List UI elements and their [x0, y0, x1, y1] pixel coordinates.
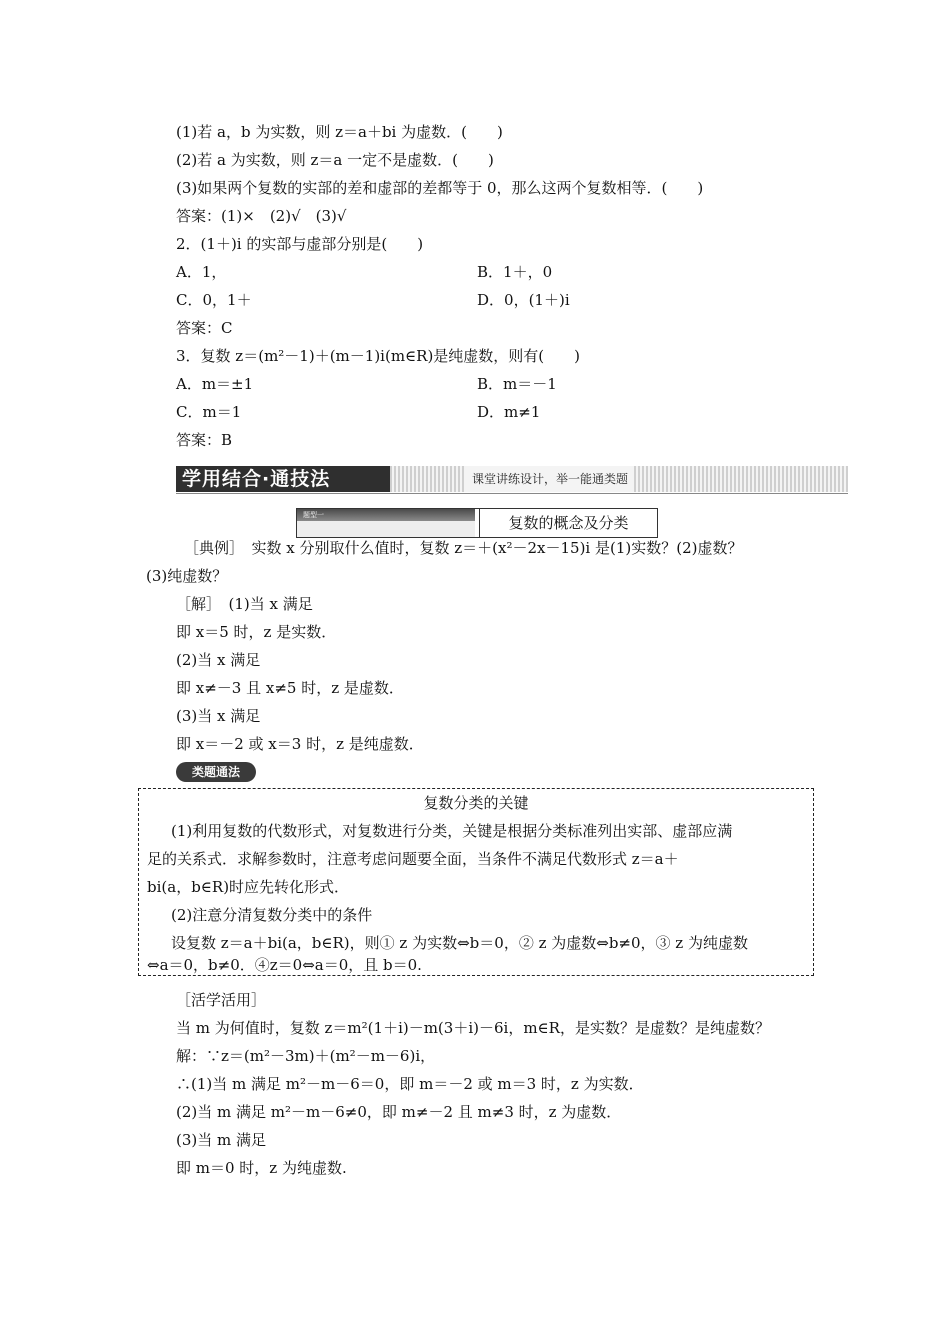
q2-option-b: B．1＋，0	[477, 263, 553, 281]
practice-heading: ［活学活用］	[176, 991, 267, 1009]
practice-line-2: 解：∵z＝(m²－3m)＋(m²－m－6)i，	[176, 1047, 436, 1065]
example-stem-line-1: ［典例］ 实数 x 分别取什么值时，复数 z＝＋(x²－2x－15)i 是(1)实数？(2)虚数？	[184, 539, 743, 557]
example-stem-line-2: (3)纯虚数？	[146, 567, 228, 585]
section-banner	[176, 464, 848, 494]
solution-line-2: 即 x＝5 时，z 是实数．	[176, 623, 337, 641]
summary-line-1: (1)利用复数的代数形式，对复数进行分类，关键是根据分类标准列出实部、虚部应满	[171, 822, 733, 840]
summary-line-5: 设复数 z＝a＋bi(a，b∈R)，则① z 为实数⇔b＝0，② z 为虚数⇔b≠0，③ z 为纯虚数	[171, 934, 748, 952]
summary-line-6: ⇔a＝0，b≠0．④z＝0⇔a＝0，且 b＝0.	[147, 956, 422, 974]
practice-line-6: 即 m＝0 时，z 为纯虚数.	[176, 1159, 347, 1177]
method-badge: 类题通法	[176, 762, 256, 782]
practice-line-5: (3)当 m 满足	[176, 1131, 267, 1149]
question-3-stem: 3．复数 z＝(m²－1)＋(m－1)i(m∈R)是纯虚数，则有( )	[176, 347, 580, 365]
summary-line-3: bi(a，b∈R)时应先转化形式．	[147, 878, 350, 896]
solution-line-6: 即 x＝－2 或 x＝3 时，z 是纯虚数．	[176, 735, 424, 753]
summary-line-4: (2)注意分清复数分类中的条件	[171, 906, 373, 924]
summary-box	[138, 788, 814, 976]
q3-option-a: A．m＝±1	[176, 375, 254, 393]
topic-tag-bar	[297, 521, 475, 537]
q2-option-d: D．0，(1＋)i	[477, 291, 570, 309]
q2-option-a: A．1，	[176, 263, 227, 281]
banner-subtitle: 课堂讲练设计，举一能通类题	[466, 466, 634, 492]
solution-line-5: (3)当 x 满足	[176, 707, 261, 725]
exercise-line-1: (1)若 a，b 为实数，则 z＝a＋bi 为虚数．( )	[176, 123, 503, 141]
topic-header	[296, 508, 658, 538]
solution-line-3: (2)当 x 满足	[176, 651, 261, 669]
summary-line-2: 足的关系式．求解参数时，注意考虑问题要全面，当条件不满足代数形式 z＝a＋	[147, 850, 679, 868]
practice-line-1: 当 m 为何值时，复数 z＝m²(1＋i)－m(3＋i)－6i，m∈R，是实数？是虚数？是纯虚数？	[176, 1019, 770, 1037]
topic-tag: 题型一	[297, 509, 475, 521]
solution-line-4: 即 x≠－3 且 x≠5 时，z 是虚数．	[176, 679, 404, 697]
banner-rule	[176, 493, 848, 494]
q2-answer: 答案：C	[176, 319, 233, 337]
q3-option-d: D．m≠1	[477, 403, 541, 421]
solution-line-1: ［解］ (1)当 x 满足	[176, 595, 313, 613]
summary-title: 复数分类的关键	[423, 794, 529, 812]
practice-line-3: ∴(1)当 m 满足 m²－m－6＝0，即 m＝－2 或 m＝3 时，z 为实数．	[176, 1075, 644, 1093]
exercise-answer-1: 答案：(1)× (2)√ (3)√	[176, 207, 347, 225]
q3-option-b: B．m＝－1	[477, 375, 557, 393]
topic-title: 复数的概念及分类	[508, 514, 629, 532]
exercise-line-3: (3)如果两个复数的实部的差和虚部的差都等于 0，那么这两个复数相等．( )	[176, 179, 704, 197]
exercise-line-2: (2)若 a 为实数，则 z＝a 一定不是虚数．( )	[176, 151, 494, 169]
practice-line-4: (2)当 m 满足 m²－m－6≠0，即 m≠－2 且 m≠3 时，z 为虚数．	[176, 1103, 622, 1121]
q3-option-c: C．m＝1	[176, 403, 242, 421]
q3-answer: 答案：B	[176, 431, 233, 449]
q2-option-c: C．0，1＋	[176, 291, 252, 309]
banner-title: 学用结合·通技法	[176, 466, 390, 492]
question-2-stem: 2．(1＋)i 的实部与虚部分别是( )	[176, 235, 424, 253]
